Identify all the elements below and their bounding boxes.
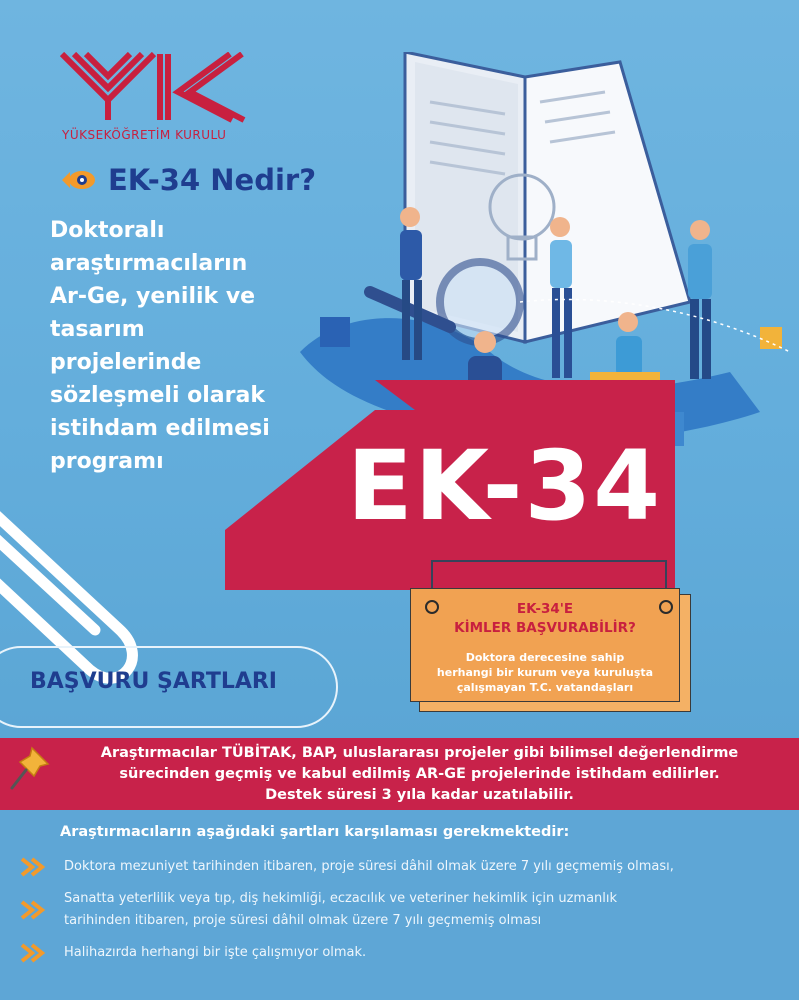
hang-line-top [431,560,667,562]
pushpin-icon [8,744,52,792]
strip-line: Destek süresi 3 yıla kadar uzatılabilir. [265,786,574,803]
card-description [410,650,680,695]
card-sub-line: Doktora derecesine sahip [465,651,625,664]
requirement-line: Doktora mezuniyet tarihinden itibaren, proje süresi dâhil olmak üzere 7 yılı geçmemiş olması, [64,859,674,874]
page-title: EK-34 Nedir? [108,163,317,197]
desc-line: Doktoralı [50,218,165,243]
strip-line: Araştırmacılar TÜBİTAK, BAP, uluslararası projeler gibi bilimsel değerlendirme [100,744,739,761]
desc-line: sözleşmeli olarak [50,383,265,408]
card-title [410,600,680,638]
requirement-item [20,856,780,878]
card-title-line: KİMLER BAŞVURABİLİR? [454,620,636,636]
requirement-item [20,942,780,964]
card-sub-line: çalışmayan T.C. vatandaşları [456,681,634,694]
eye-icon [62,169,96,191]
requirements-title: Araştırmacıların aşağıdaki şartları karşılaması gerekmektedir: [60,824,570,840]
requirement-line: Halihazırda herhangi bir işte çalışmıyor olmak. [64,945,367,960]
logo-text: YÜKSEKÖĞRETİM KURULU [62,128,227,142]
desc-line: programı [50,449,164,474]
desc-line: tasarım [50,317,145,342]
card-sub-line: herhangi bir kurum veya kuruluşta [436,666,654,679]
desc-line: Ar-Ge, yenilik ve [50,284,256,309]
ek34-title: EK-34 [347,430,663,542]
desc-line: projelerinde [50,350,202,375]
heading-row [62,160,316,200]
chevron-right-icon [20,857,52,877]
strip-line: sürecinden geçmiş ve kabul edilmiş AR-GE projelerinde istihdam edilirler. [119,765,720,782]
desc-line: araştırmacıların [50,251,248,276]
chevron-right-icon [20,943,52,963]
desc-line: istihdam edilmesi [50,416,270,441]
requirement-item [20,888,780,932]
card-title-line: EK-34'E [516,601,574,617]
requirement-line: tarihinden itibaren, proje süresi dâhil olmak üzere 7 yılı geçmemiş olması [64,913,542,928]
requirement-line: Sanatta yeterlilik veya tıp, diş hekimliği, eczacılık ve veteriner hekimlik için uzmanlık [64,891,618,906]
chevron-right-icon [20,900,52,920]
requirement-text [64,942,366,964]
requirement-text [64,888,617,932]
requirements-heading: BAŞVURU ŞARTLARI [30,669,277,694]
info-strip-text [40,738,799,810]
requirement-text [64,856,674,878]
